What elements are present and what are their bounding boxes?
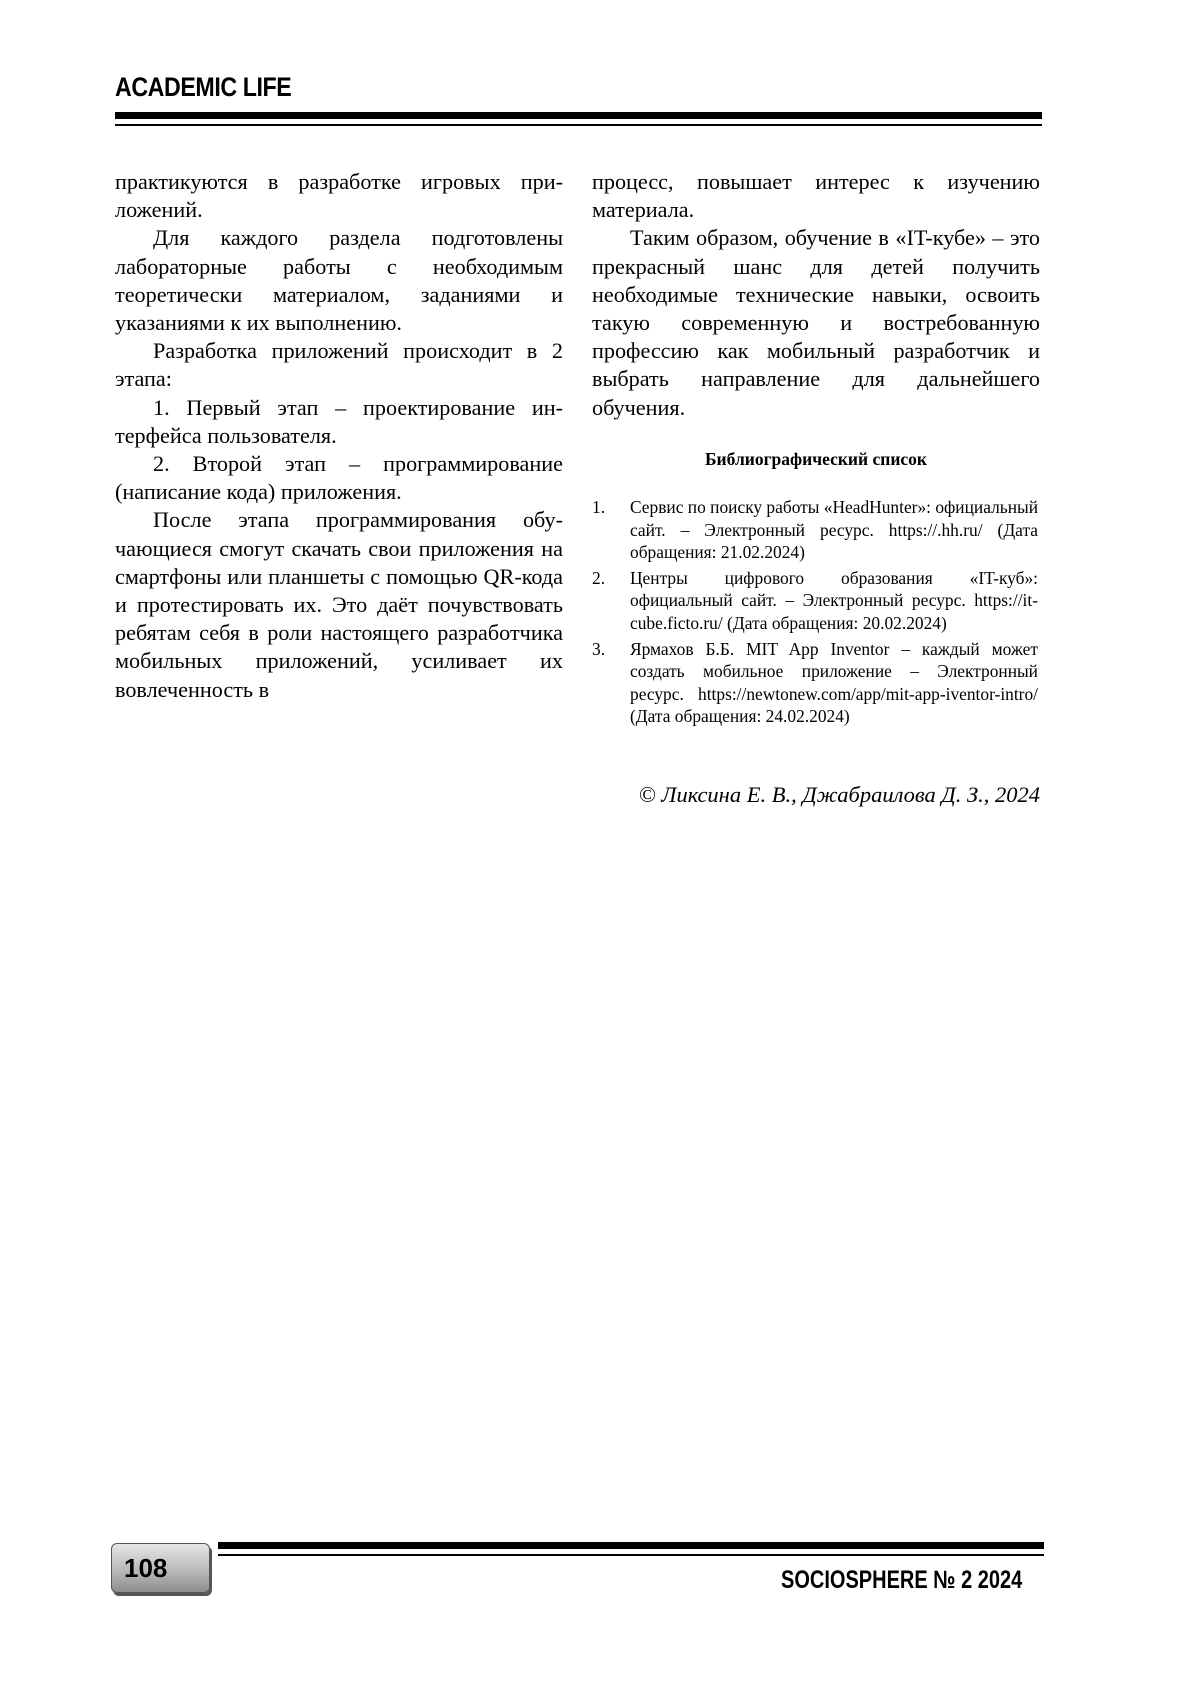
footer-rule-thick: [218, 1542, 1044, 1549]
bibliography-item-number: 1.: [592, 496, 605, 519]
paragraph: Разработка приложений происходит в 2 этапа:: [115, 337, 563, 393]
bibliography-item: [592, 638, 1038, 728]
section-title: ACADEMIC LIFE: [115, 72, 291, 103]
bibliography-item: [592, 567, 1038, 635]
paragraph: процесс, повышает интерес к изучению материала.: [592, 168, 1040, 224]
header-rule-thick: [115, 112, 1042, 119]
paragraph: После этапа программирования обу­чающиеся смогут скачать свои приложе­ния на смартфоны или планшеты с помо­щью QR-кода и протестировать их. Это даёт почувствовать ребятам себя в роли настоящего разработчика мобильных при­ложений, усиливает их вовлеченность в: [115, 506, 563, 703]
paragraph: практикуются в разработке игровых при­ложений.: [115, 168, 563, 224]
bibliography-item-number: 3.: [592, 638, 605, 661]
copyright-line: © Ликсина Е. В., Джабраилова Д. З., 2024: [639, 782, 1040, 808]
bibliography-item-number: 2.: [592, 567, 605, 590]
paragraph: Таким образом, обучение в «IT-кубе» – это прекрасный шанс для детей получить необходимые технические навыки, освоить такую современную и востребованную профессию как мобиль­ный разработчик и выбрать направление для дальнейшего обучения.: [592, 224, 1040, 421]
header-rule-thin: [115, 124, 1042, 126]
page-number-badge: 108: [111, 1543, 210, 1593]
right-column: [592, 168, 1040, 422]
bibliography-item: [592, 496, 1038, 564]
footer-rule-thin: [218, 1554, 1044, 1556]
left-column: [115, 168, 563, 704]
bibliography-item-text: Центры цифрового образования «IT-куб»: официальный сайт. – Электронный ресурс. https://it-cube.ficto.ru/ (Дата обращения: 20.02.2024): [630, 568, 1038, 633]
paragraph: 1. Первый этап – проектирование ин­терфейса пользователя.: [115, 394, 563, 450]
paragraph: Для каждого раздела подготовлены лабораторные работы с необходимым теоретически материалом, заданиями и указаниями к их выполнению.: [115, 224, 563, 337]
bibliography-list: [592, 496, 1038, 731]
bibliography-title: Библиографический список: [592, 449, 1040, 470]
journal-issue: SOCIOSPHERE № 2 2024: [781, 1566, 1022, 1595]
paragraph: 2. Второй этап – программирование (написание кода) приложения.: [115, 450, 563, 506]
bibliography-item-text: Сервис по поиску работы «HeadHunter»: офи­циальный сайт. – Электронный ресурс. https://.hh.ru/ (Дата обращения: 21.02.2024): [630, 497, 1038, 562]
bibliography-item-text: Ярмахов Б.Б. MIT App Inventor – каждый мо­жет создать мобильное приложение – Элек­тронный ресурс. https://newtonew.com/app/mit-app-iventor-intro/ (Дата обращения: 24.02.2024): [630, 639, 1038, 727]
